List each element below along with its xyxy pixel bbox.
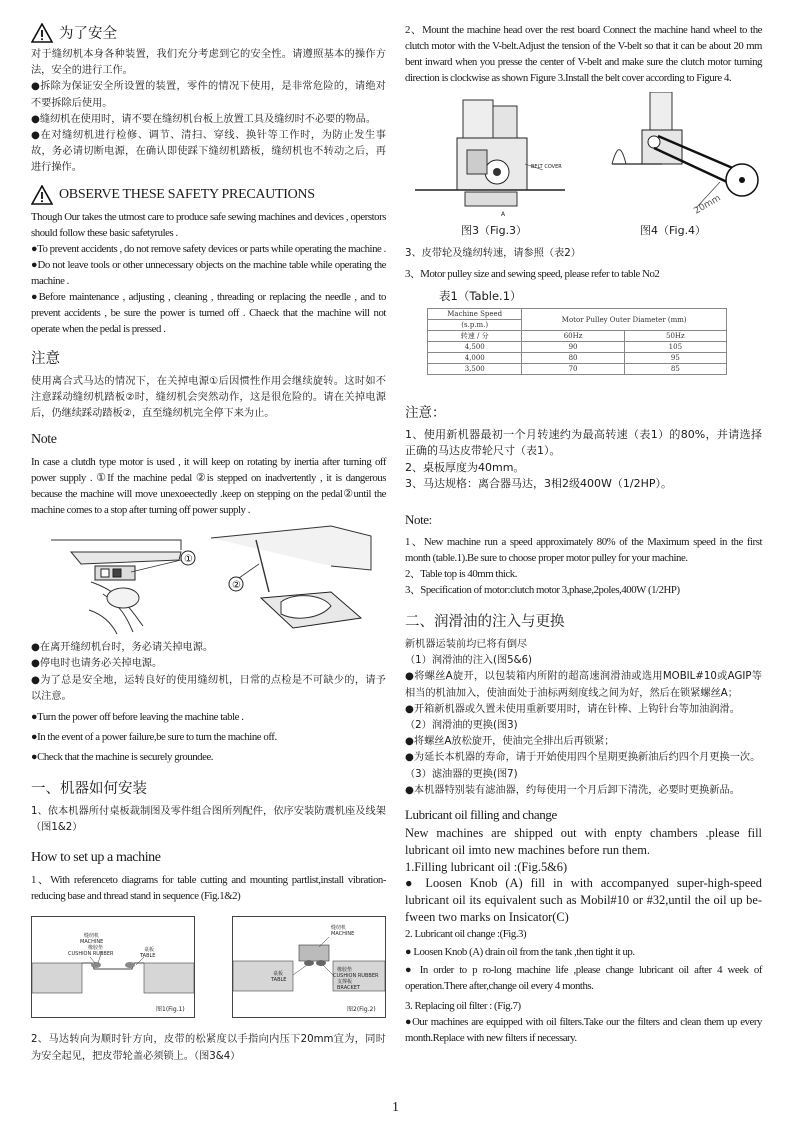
safety-zh-heading <box>31 22 386 43</box>
oil-zh-line: ●为延长本机器的寿命，请于开始使用四个星期更换新油后约四个月更换一次。 <box>405 752 761 764</box>
oil-en-title: Lubricant oil filling and change <box>405 807 557 823</box>
table-head-row <box>428 331 727 342</box>
warning-icon <box>31 23 53 43</box>
col-speed-head: Machine Speed <box>428 309 522 320</box>
fig2-machine-en: MACHINE <box>331 931 355 938</box>
fig2-bracket-label: 支撑板 <box>337 979 353 986</box>
fig3-caption: 图3（Fig.3） <box>461 224 528 237</box>
fig2-machine-label: 缝纫机 <box>331 925 347 932</box>
fig-3-4-row <box>405 92 762 242</box>
bullet-zh: ●在离开缝纫机台时，务必请关掉电源。 <box>31 642 214 654</box>
fig3-a-label: A <box>501 211 506 218</box>
oil-en-line: ● Loosen Knob (A) drain oil from the tank ,then tight it up. <box>405 945 635 958</box>
safety-en-heading <box>31 185 386 205</box>
fig3-belt-cover-label: BELT COVER <box>531 164 562 170</box>
speed-zh: 3、皮带轮及缝纫转速，请参照（表2） <box>405 248 581 259</box>
oil-en-block <box>405 825 762 1046</box>
note-en-item: 3、Specification of motor:clutch motor 3,phase,2poles,400W (1/2HP) <box>405 584 680 597</box>
fig2-table-en: TABLE <box>271 977 287 984</box>
speed-table <box>427 308 727 375</box>
safety-zh-para: ●缝纫机在使用时，请不要在缝纫机台板上放置工具及缝纫时不必要的物品。 <box>31 113 377 125</box>
safety-zh-title: 为了安全 <box>59 26 117 42</box>
oil-en-line: ● Loosen Knob (A) fill in with accompanyed super-high-speed lubricant oil its equivalent such as Mobil#10 or #32,until the oil up be-fween two marks on Insicator(C) <box>405 876 762 925</box>
safety-zh-para: ●拆除为保证安全所设置的装置，零件的情况下使用，是非常危险的，请绝对不要拆除后使用。 <box>31 81 386 109</box>
figure-2 <box>232 916 386 1018</box>
fig2-caption: 图2(Fig.2) <box>347 1006 376 1014</box>
table-cell: 4,500 <box>428 342 522 353</box>
fig1-table-label: 桌板 <box>144 947 155 954</box>
switch-pedal-illustration <box>31 522 386 640</box>
install-zh-step1: 1、依本机器所付桌板裁制图及零件组合图所列配件，依序安装防震机座及线架（图1&2） <box>31 806 386 834</box>
install-en-title: How to set up a machine <box>31 850 161 866</box>
bullet-en: ●Turn the power off before leaving the machine table . <box>31 711 244 724</box>
table-cell: 80 <box>522 353 624 364</box>
col-pulley-head: Motor Pulley Outer Diameter (mm) <box>522 309 727 331</box>
note-en-list <box>405 534 762 598</box>
oil-en-line: ●Our machines are equipped with oil filters.Take our the filters and clean them up every month.Replace with new filters if necessary. <box>405 1015 762 1044</box>
oil-zh-title: 二、润滑油的注入与更换 <box>405 614 565 631</box>
power-bullets-zh <box>31 640 386 705</box>
fig4-dimension-label: 20mm <box>692 193 723 217</box>
figure-1 <box>31 916 195 1018</box>
oil-en-line: 3. Replacing oil filter : (Fig.7) <box>405 999 521 1012</box>
fig1-rubber-en: CUSHION RUBBER <box>68 951 114 958</box>
oil-en-line: 1.Filling lubricant oil :(Fig.5&6) <box>405 859 568 874</box>
note-en-item: 1、New machine run a speed approximately 80% of the Maximum speed in the first month (table.1).Be sure to choose proper motor pulley for your machine. <box>405 536 762 565</box>
fig2-table-label: 桌板 <box>273 971 284 978</box>
table-cell: 105 <box>624 342 726 353</box>
note-zh-item: 2、桌板厚度为40mm。 <box>405 460 525 474</box>
safety-zh-block <box>31 47 386 177</box>
note-zh-item: 1、使用新机器最初一个月转速约为最高转速（表1）的80%，并请选择正确的马达皮带轮尺寸（表1）。 <box>405 428 762 458</box>
fig1-caption: 图1(Fig.1) <box>156 1006 185 1014</box>
note-zh-title-right: 注意： <box>405 405 446 422</box>
oil-zh-line: ●将螺丝A放松旋开，使油完全排出后再锁紧； <box>405 736 615 748</box>
oil-zh-line: （3）滤油器的更换(图7) <box>405 768 518 780</box>
col-50hz: 50Hz <box>624 331 726 342</box>
install-zh-step2: 2、马达转向为顺时针方向，皮带的松紧度以手指向内压下20mm宜为，同时为安全起见，把皮带轮盖必须锁上。（图3&4） <box>31 1034 386 1062</box>
oil-zh-line: （2）润滑油的更换(图3) <box>405 720 518 732</box>
col-60hz: 60Hz <box>522 331 624 342</box>
fig1-machine-en: MACHINE <box>80 939 104 946</box>
safety-en-para: Though Our takes the utmost care to produce safe sewing machines and devices , operstors should follow these basic safetyrules . <box>31 210 386 239</box>
fig4-caption: 图4（Fig.4） <box>640 224 707 237</box>
figure-4 <box>592 92 762 242</box>
bullet-zh: ●为了总是安全地，运转良好的使用缝纫机，日常的点检是不可缺少的，请予以注意。 <box>31 674 386 702</box>
safety-en-block <box>31 209 386 337</box>
fig2-rubber-label: 橡胶垫 <box>337 967 353 974</box>
oil-zh-block <box>405 637 762 799</box>
table-row <box>428 353 727 364</box>
safety-en-para: ●Do not leave tools or other unnecessary objects on the machine table while operating the machine . <box>31 258 386 287</box>
page-number: 1 <box>392 1100 399 1115</box>
note-en-title: Note <box>31 432 57 448</box>
oil-zh-line: ●本机器特别装有滤油器，约每使用一个月后卸下清洗，必要时更换新品。 <box>405 784 740 796</box>
table-title: 表1（Table.1） <box>439 289 522 304</box>
safety-zh-para: 对于缝纫机本身各种装置，我们充分考虑到它的安全性。请遵照基本的操作方法，安全的进行工作。 <box>31 49 386 77</box>
speed-en: 3、Motor pulley size and sewing speed, please refer to table No2 <box>405 268 660 281</box>
oil-zh-line: ●开箱新机器或久置未使用重新要用时，请在针棒、上钩针台等加油润滑。 <box>405 703 740 715</box>
note-en-body: In case a clutdh type motor is used , it will keep on rotating by inertia after turning off power supply . ①If the machine pedal ②is stepped on inadvertently , it is dangerous because the machine will move unexoeectedly .keep on stepping on the pedal②until the machine comes to a stop after turning off power supply . <box>31 456 386 517</box>
power-bullets-en <box>31 709 386 765</box>
table-cell: 3,500 <box>428 364 522 375</box>
callout-number-1: ① <box>184 554 193 566</box>
install-zh-title: 一、机器如何安装 <box>31 781 147 798</box>
callout-number-2: ② <box>232 580 241 592</box>
install-en-step1: 1、With referenceto diagrams for table cutting and mounting partlist,install vibration-reducing base and thread stand in sequence (Fig.1&2) <box>31 874 386 903</box>
safety-en-title: OBSERVE THESE SAFETY PRECAUTIONS <box>59 186 315 202</box>
col-speed-zh: 转速 / 分 <box>428 331 522 342</box>
note-en-item: 2、Table top is 40mm thick. <box>405 568 517 581</box>
install-en-step2: 2、Mount the machine head over the rest board Connect the machine hand wheel to the clutch motor with the V-belt.Adjust the tension of the V-belt so that it can be about 20 mm bent inward when you presse the center of V-belt and make sure the clutch motor turning direction is clockwise as shown Figure 3.Install the belt cover according to Figure 4. <box>405 24 762 84</box>
col-speed-sub: (s.p.m.) <box>428 320 522 331</box>
note-zh-title: 注意 <box>31 350 60 367</box>
note-en-title-right: Note: <box>405 512 432 528</box>
bullet-zh: ●停电时也请务必关掉电源。 <box>31 658 163 670</box>
oil-en-line: 2. Lubricant oil change :(Fig.3) <box>405 927 527 940</box>
right-column <box>405 22 762 1046</box>
table-head-row <box>428 309 727 320</box>
fig2-bracket-en: BRACKET <box>337 985 361 992</box>
oil-en-line: ● In order to p ro-long machine life ,please change lubricant oil after 4 week of operation.There after,change oil every 4 months. <box>405 963 762 992</box>
figure-3 <box>405 92 580 242</box>
note-zh-list <box>405 427 762 492</box>
table-row <box>428 342 727 353</box>
left-column <box>31 22 386 1065</box>
safety-zh-para: ●在对缝纫机进行检修、调节、清扫、穿线、换针等工作时，为防止发生事故，务必请切断电源，在确认即使踩下缝纫机踏板，缝纫机也不转动之后，再进行操作。 <box>31 130 386 174</box>
oil-zh-line: ●将螺丝A旋开，以包装箱内所附的超高速润滑油或选用MOBIL#10或AGIP等相当的机油加入，使油面处于油标两刻度线之间为好，然后在锁紧螺丝A； <box>405 671 762 699</box>
table-row <box>428 364 727 375</box>
safety-en-para: ●Before maintenance , adjusting , cleaning , threading or replacing the needle , and to prevent accidents , be sure the power is turned off . Chaeck that the machine will not operate when the pedal is pressed . <box>31 290 386 335</box>
fig1-machine-label: 缝纫机 <box>84 933 100 940</box>
note-zh-body: 使用离合式马达的情况下，在关掉电源①后因惯性作用会继续旋转。这时如不注意踩动缝纫机踏板②时，缝纫机会突然动作，这是很危险的。请在关掉电源后，仍继续踩动踏板②，直至缝纫机完全停下来为止。 <box>31 375 386 420</box>
note-zh-item: 3、马达规格：离合器马达，3相2级400W（1/2HP）。 <box>405 476 672 490</box>
table-cell: 70 <box>522 364 624 375</box>
fig2-rubber-en: CUSHION RUBBER <box>333 973 379 980</box>
fig1-table-en: TABLE <box>140 953 156 960</box>
fig1-rubber-label: 橡胶垫 <box>88 945 104 952</box>
table-cell: 90 <box>522 342 624 353</box>
bullet-en: ●In the event of a power failure,be sure to turn the machine off. <box>31 731 277 744</box>
oil-zh-line: 新机器运装前均已将有倒尽 <box>405 639 528 651</box>
fig-1-2-row <box>31 916 386 1018</box>
oil-en-line: New machines are shipped out with enpty chambers .please fill lubricant oil imto new machines before run them. <box>405 826 762 857</box>
table-cell: 4,000 <box>428 353 522 364</box>
oil-zh-line: （1）润滑油的注入(图5&6) <box>405 655 533 667</box>
warning-icon <box>31 185 53 205</box>
table-cell: 85 <box>624 364 726 375</box>
table-cell: 95 <box>624 353 726 364</box>
safety-en-para: ●To prevent accidents , do not remove safety devices or parts while operating the machine . <box>31 242 386 255</box>
bullet-en: ●Check that the machine is securely groundee. <box>31 751 214 764</box>
